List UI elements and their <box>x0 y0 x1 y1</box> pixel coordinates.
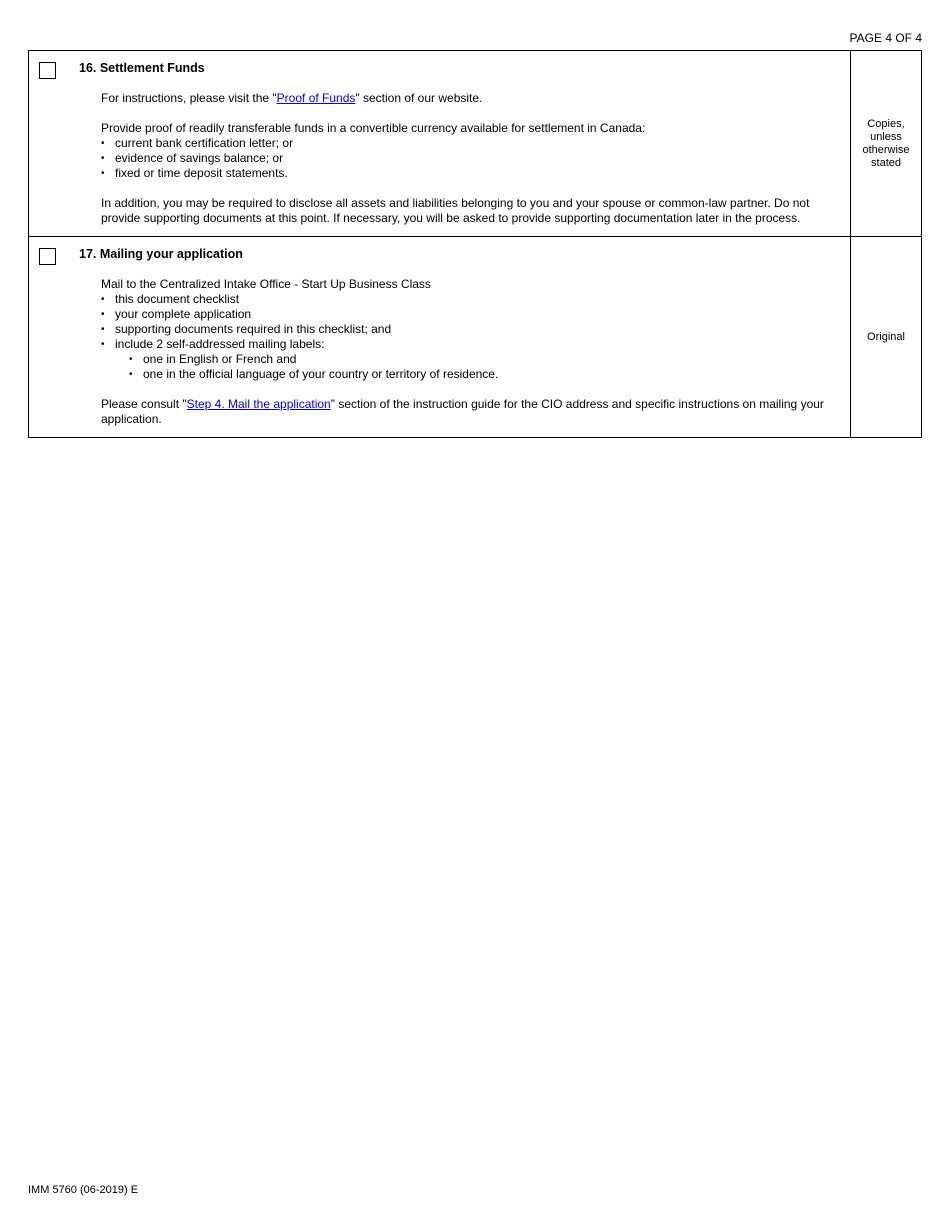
section-heading: 16. Settlement Funds <box>79 61 205 75</box>
label-sublist <box>101 352 832 382</box>
document-type-copies: Copies, unless otherwise stated <box>850 51 921 236</box>
list-item: • supporting documents required in this checklist; and <box>101 322 832 337</box>
intro-text: Mail to the Centralized Intake Office - Start Up Business Class <box>101 277 431 291</box>
proof-of-funds-link[interactable]: Proof of Funds <box>276 91 356 105</box>
mail-application-link[interactable]: Step 4. Mail the application <box>186 397 331 411</box>
checklist-item-mailing <box>29 237 921 437</box>
checklist-item-settlement-funds <box>29 51 921 237</box>
note-text: In addition, you may be required to disclose all assets and liabilities belonging to you and your spouse or common-law partner. Do not provide supporting documents at this point. If necessary, you will be asked to provide supporting documentation later in the process. <box>101 196 810 225</box>
funds-list <box>101 136 832 181</box>
list-item: • current bank certification letter; or <box>101 136 832 151</box>
mailing-checkbox[interactable] <box>39 248 56 265</box>
intro-text: Provide proof of readily transferable funds in a convertible currency available for settlement in Canada: <box>101 121 646 135</box>
list-item: • include 2 self-addressed mailing labels: <box>101 337 832 352</box>
page-number: PAGE 4 OF 4 <box>849 31 922 45</box>
section-heading: 17. Mailing your application <box>79 247 243 261</box>
settlement-funds-checkbox[interactable] <box>39 62 56 79</box>
list-item: • fixed or time deposit statements. <box>101 166 832 181</box>
document-checklist <box>28 50 922 438</box>
consult-text: Please consult "Step 4. Mail the application" section of the instruction guide for the CIO address and specific instructions on mailing your application. <box>101 397 824 426</box>
list-item: • one in the official language of your country or territory of residence. <box>101 367 832 382</box>
list-item: • one in English or French and <box>101 352 832 367</box>
document-type-original: Original <box>850 237 921 437</box>
list-item: • your complete application <box>101 307 832 322</box>
form-number: IMM 5760 (06-2019) E <box>28 1184 139 1196</box>
list-item: • this document checklist <box>101 292 832 307</box>
instructions-text: For instructions, please visit the "Proof of Funds" section of our website. <box>101 91 483 105</box>
list-item: • evidence of savings balance; or <box>101 151 832 166</box>
mailing-list <box>101 292 832 352</box>
